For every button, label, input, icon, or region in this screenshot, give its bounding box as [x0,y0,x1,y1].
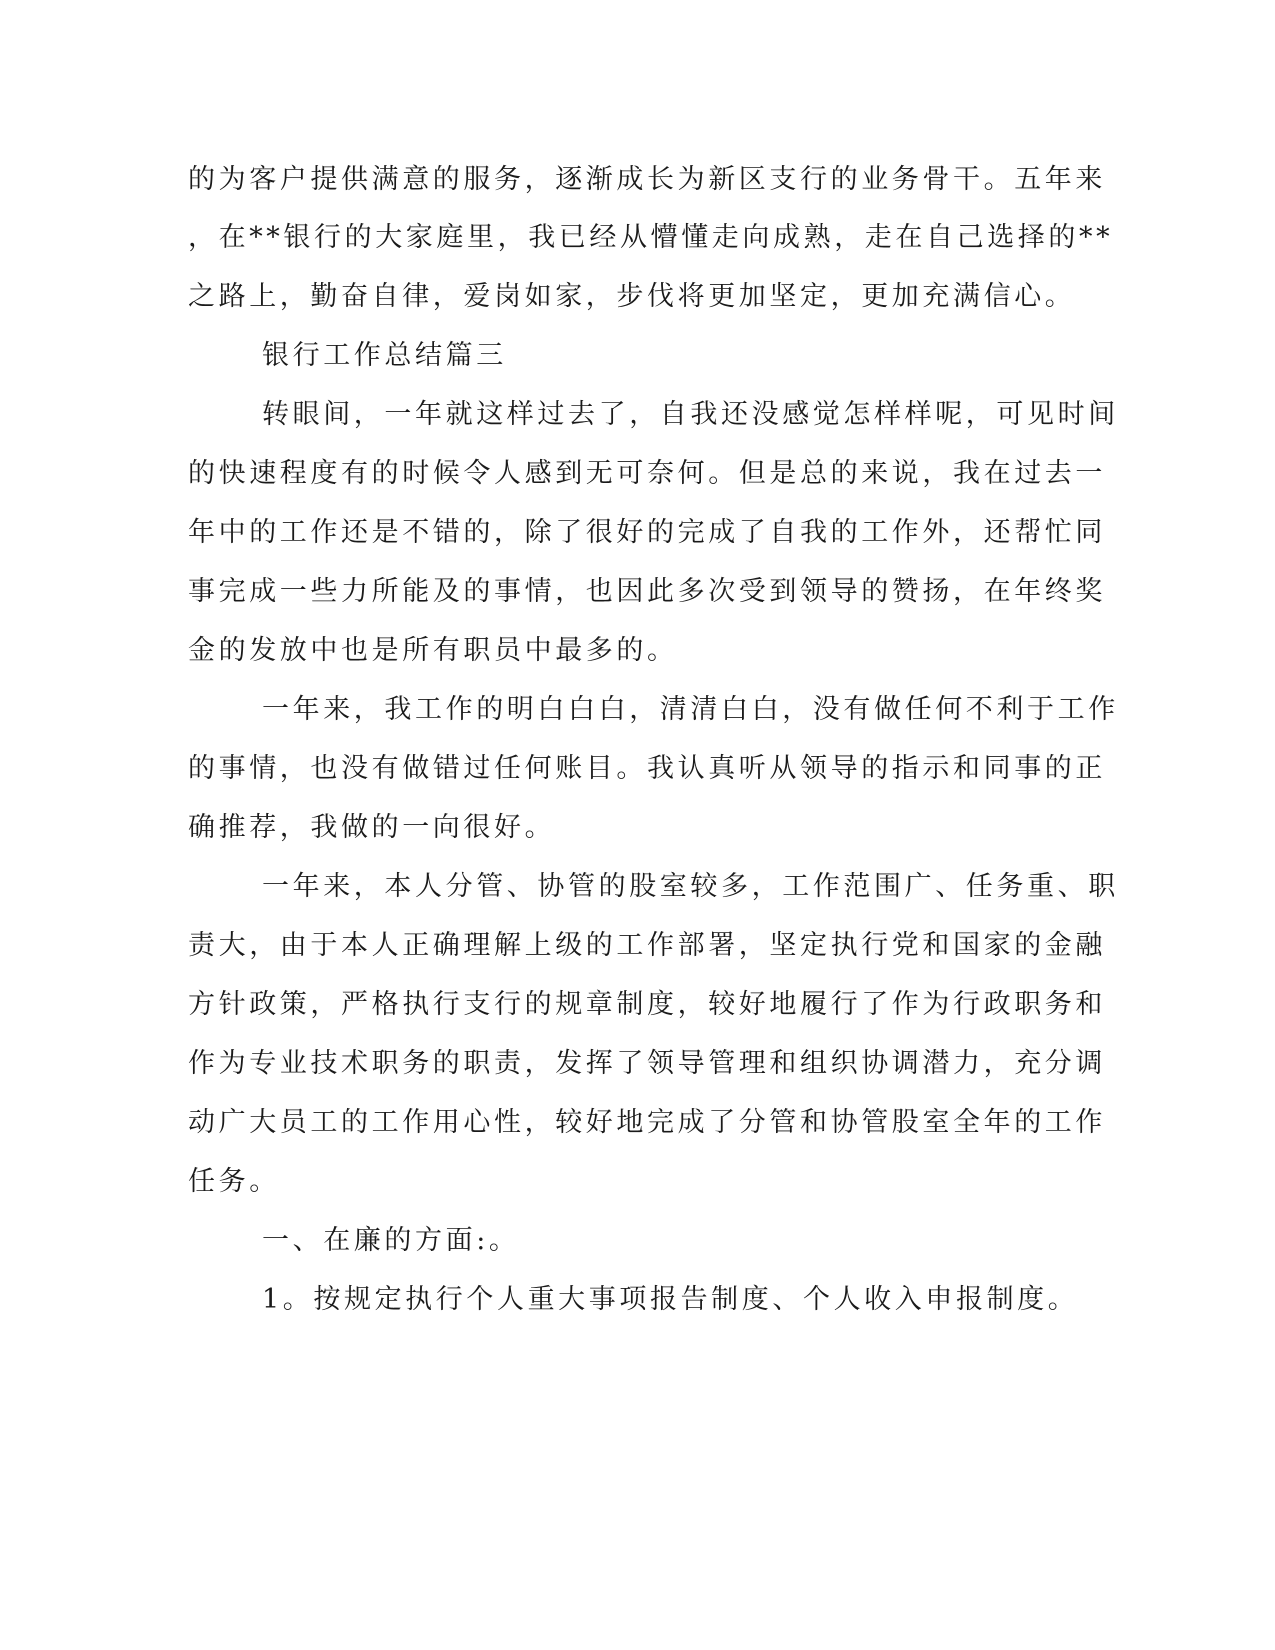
paragraph-line: 一年来，我工作的明白白白，清清白白，没有做任何不利于工作 [262,694,1119,725]
paragraph-line: 动广大员工的工作用心性，较好地完成了分管和协管股室全年的工作 [188,1107,1106,1138]
paragraph-line: 一年来，本人分管、协管的股室较多，工作范围广、任务重、职 [262,871,1119,902]
paragraph-line: 确推荐，我做的一向很好。 [188,812,556,843]
paragraph-line: 责大，由于本人正确理解上级的工作部署，坚定执行党和国家的金融 [188,930,1106,961]
paragraph-line: 作为专业技术职务的职责，发挥了领导管理和组织协调潜力，充分调 [188,1048,1106,1079]
section-heading: 银行工作总结篇三 [262,340,507,371]
paragraph-line: 任务。 [188,1166,280,1197]
paragraph-line: 金的发放中也是所有职员中最多的。 [188,635,678,666]
paragraph-line: 之路上，勤奋自律，爱岗如家，步伐将更加坚定，更加充满信心。 [188,281,1076,312]
list-item: 1。按规定执行个人重大事项报告制度、个人收入申报制度。 [262,1284,1079,1315]
paragraph-line: 的为客户提供满意的服务，逐渐成长为新区支行的业务骨干。五年来 [188,164,1106,195]
paragraph-line: 的事情，也没有做错过任何账目。我认真听从领导的指示和同事的正 [188,753,1106,784]
paragraph-line: 转眼间，一年就这样过去了，自我还没感觉怎样样呢，可见时间 [262,399,1119,430]
subheading: 一、在廉的方面:。 [262,1225,520,1256]
paragraph-line: 方针政策，严格执行支行的规章制度，较好地履行了作为行政职务和 [188,989,1106,1020]
paragraph-line: ，在**银行的大家庭里，我已经从懵懂走向成熟，走在自己选择的** [188,222,1114,253]
paragraph-line: 事完成一些力所能及的事情，也因此多次受到领导的赞扬，在年终奖 [188,576,1106,607]
paragraph-line: 年中的工作还是不错的，除了很好的完成了自我的工作外，还帮忙同 [188,517,1106,548]
paragraph-line: 的快速程度有的时候令人感到无可奈何。但是总的来说，我在过去一 [188,458,1106,489]
